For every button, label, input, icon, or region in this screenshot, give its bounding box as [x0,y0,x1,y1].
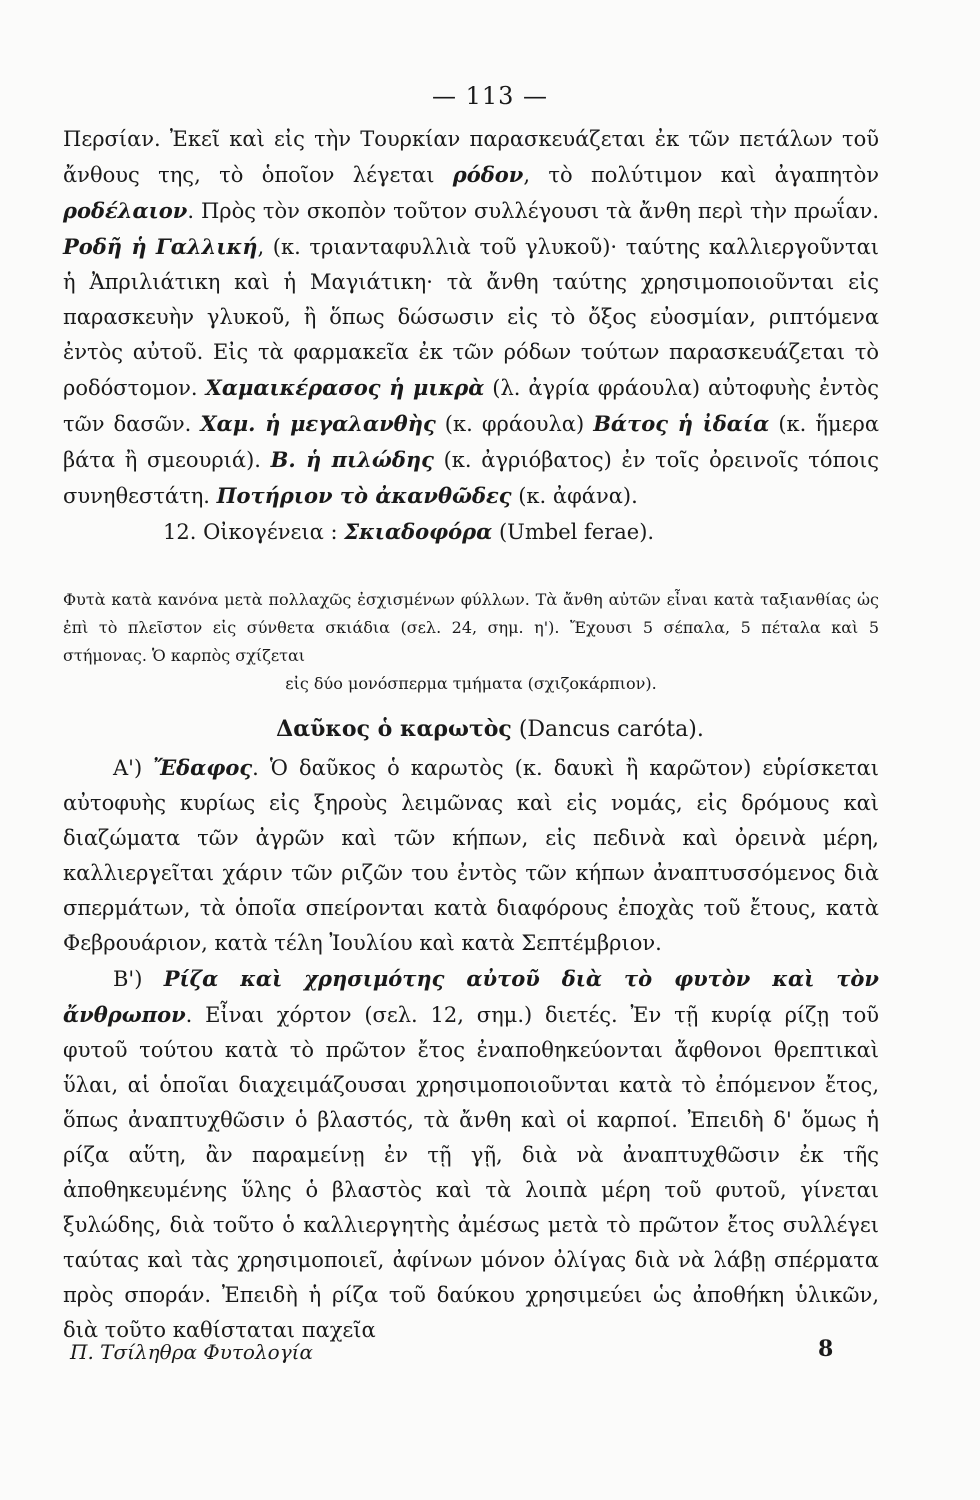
heading-greek: Δαῦκος ὁ καρωτὸς [276,716,512,742]
description-text: Φυτὰ κατὰ κανόνα μετὰ πολλαχῶς ἐσχισμένων φύλλων. Τὰ ἄνθη αὐτῶν εἶναι κατὰ ταξιανθίας ὡς ἐπὶ τὸ πλεῖστον εἰς σύνθετα σκιάδια (σελ. 24, σημ. η'). Ἔχουσι 5 σέπαλα, 5 πέταλα καὶ 5 στήμονας. Ὁ καρπὸς σχίζεται [63,590,879,665]
text: (κ. ἀγριόβατος) ἐν τοῖς ὀρεινοῖς τόποις συνηθεστάτη. [63,448,879,508]
page-number: — 113 — [431,82,549,110]
section-b-label: Β') [113,967,164,991]
description-last-line: εἰς δύο μονόσπερμα τμήματα (σχιζοκάρπιον). [285,674,657,693]
section-b-title: Ρίζα καὶ χρησιμότης αὐτοῦ διὰ τὸ φυτὸν καὶ τὸν ἄνθρωπον [63,966,879,1027]
family-name: Σκιαδοφόρα [344,519,493,544]
text: , (κ. τριανταφυλλιὰ τοῦ γλυκοῦ)· ταύτης καλλιεργοῦνται ἡ Ἀπριλιάτικη καὶ ἡ Μαγιάτικη· τὰ ἄνθη ταύτης χρησιμοποιοῦνται εἰς παρασκευὴν γλυκοῦ, ἢ ὅπως δώσωσιν εἰς τὸ ὄξος εὐοσμίαν, ριπτόμενα ἐντὸς αὐτοῦ. Εἰς τὰ φαρμακεῖα ἐκ τῶν ρόδων τούτων παρασκευάζεται τὸ ροδόστομον. [63,235,879,400]
text: Περσίαν. Ἐκεῖ καὶ εἰς τὴν Τουρκίαν παρασκευάζεται ἐκ τῶν πετάλων τοῦ ἄνθους της, τὸ ὁποῖον λέγεται [63,127,879,187]
section-a-text: . Ὁ δαῦκος ὁ καρωτὸς (κ. δαυκὶ ἢ καρῶτον) εὑρίσκεται αὐτοφυὴς κυρίως εἰς ξηροὺς λειμῶνας καὶ εἰς νομάς, εἰς δρόμους καὶ διαζώματα τῶν ἀγρῶν καὶ τῶν κήπων, εἰς πεδινὰ καὶ ὀρεινὰ μέρη, καλλιεργεῖται χάριν τῶν ριζῶν του ἐντὸς τῶν κήπων ἀναπτυσσόμενος διὰ σπερμάτων, τὰ ὁποῖα σπείρονται κατὰ διαφόρους ἐποχὰς τοῦ ἔτους, κατὰ Φεβρουάριον, κατὰ τέλη Ἰουλίου καὶ κατὰ Σεπτέμβριον. [63,756,879,955]
text: (κ. φράουλα) [435,412,594,436]
section-heading [0,712,980,747]
paragraph-roses [63,122,879,550]
family-latin: (Umbel ferae). [492,520,655,544]
footer-title: Π. Τσίληθρα Φυτολογία [70,1340,313,1364]
section-a-label: Α') [113,756,154,780]
term-rodelaion: ροδέλαιον [63,198,188,223]
family-number: 12. Οἰκογένεια : [163,520,345,544]
paragraph-carrot [63,750,879,1348]
term-potirion: Ποτήριον τὸ ἀκανθῶδες [216,483,512,508]
text: , τὸ πολύτιμον καὶ ἀγαπητὸν [523,163,879,187]
signature-mark: 8 [818,1336,834,1362]
term-cham-megalanthis: Χαμ. ἡ μεγαλανθὴς [200,411,436,436]
term-vatos-idaia: Βάτος ἡ ἰδαία [593,411,770,436]
text: . Πρὸς τὸν σκοπὸν τοῦτον συλλέγουσι τὰ ἄνθη περὶ τὴν πρωΐαν. [187,199,879,223]
heading-latin: (Dancus caróta). [511,717,704,742]
family-description [63,586,879,698]
term-v-pilodis: Β. ἡ πιλώδης [270,447,434,472]
term-chamaikerasos: Χαμαικέρασος ἡ μικρὰ [205,375,485,400]
text: (κ. ἥμερα βάτα ἢ σμεουριά). [63,412,880,472]
text: (λ. ἀγρία φράουλα) αὐτοφυὴς ἐντὸς τῶν δασῶν. [63,376,880,436]
section-b-text: . Εἶναι χόρτον (σελ. 12, σημ.) διετές. Ἐν τῇ κυρίᾳ ρίζῃ τοῦ φυτοῦ τούτου κατὰ τὸ πρῶτον ἔτος ἐναποθηκεύονται ἄφθονοι θρεπτικαὶ ὕλαι, αἱ ὁποῖαι διαχειμάζουσαι χρησιμοποιοῦνται κατὰ τὸ ἐπόμενον ἔτος, ὅπως ἀναπτυχθῶσιν ὁ βλαστός, τὰ ἄνθη καὶ οἱ καρποί. Ἐπειδὴ δ' ὅμως ἡ ρίζα αὕτη, ἂν παραμείνῃ ἐν τῇ γῇ, διὰ νὰ ἀναπτυχθῶσιν ἐκ τῆς ἀποθηκευμένης ὕλης ὁ βλαστὸς καὶ τὰ λοιπὰ μέρη τοῦ φυτοῦ, γίνεται ξυλώδης, διὰ τοῦτο ὁ καλλιεργητὴς ἀμέσως μετὰ τὸ πρῶτον ἔτος συλλέγει ταύτας καὶ τὰς χρησιμοποιεῖ, ἀφίνων μόνον ὀλίγας διὰ νὰ λάβῃ σπέρματα πρὸς σποράν. Ἐπειδὴ ἡ ρίζα τοῦ δαύκου χρησιμεύει ὡς ἀποθήκη ὑλικῶν, διὰ τοῦτο καθίσταται παχεῖα [63,1003,879,1342]
term-rodon: ρόδον [452,162,524,187]
text: (κ. ἀφάνα). [511,484,638,508]
term-rodi-galliki: Ροδῆ ἡ Γαλλική [63,234,258,259]
section-a-title: Ἔδαφος [153,755,253,780]
